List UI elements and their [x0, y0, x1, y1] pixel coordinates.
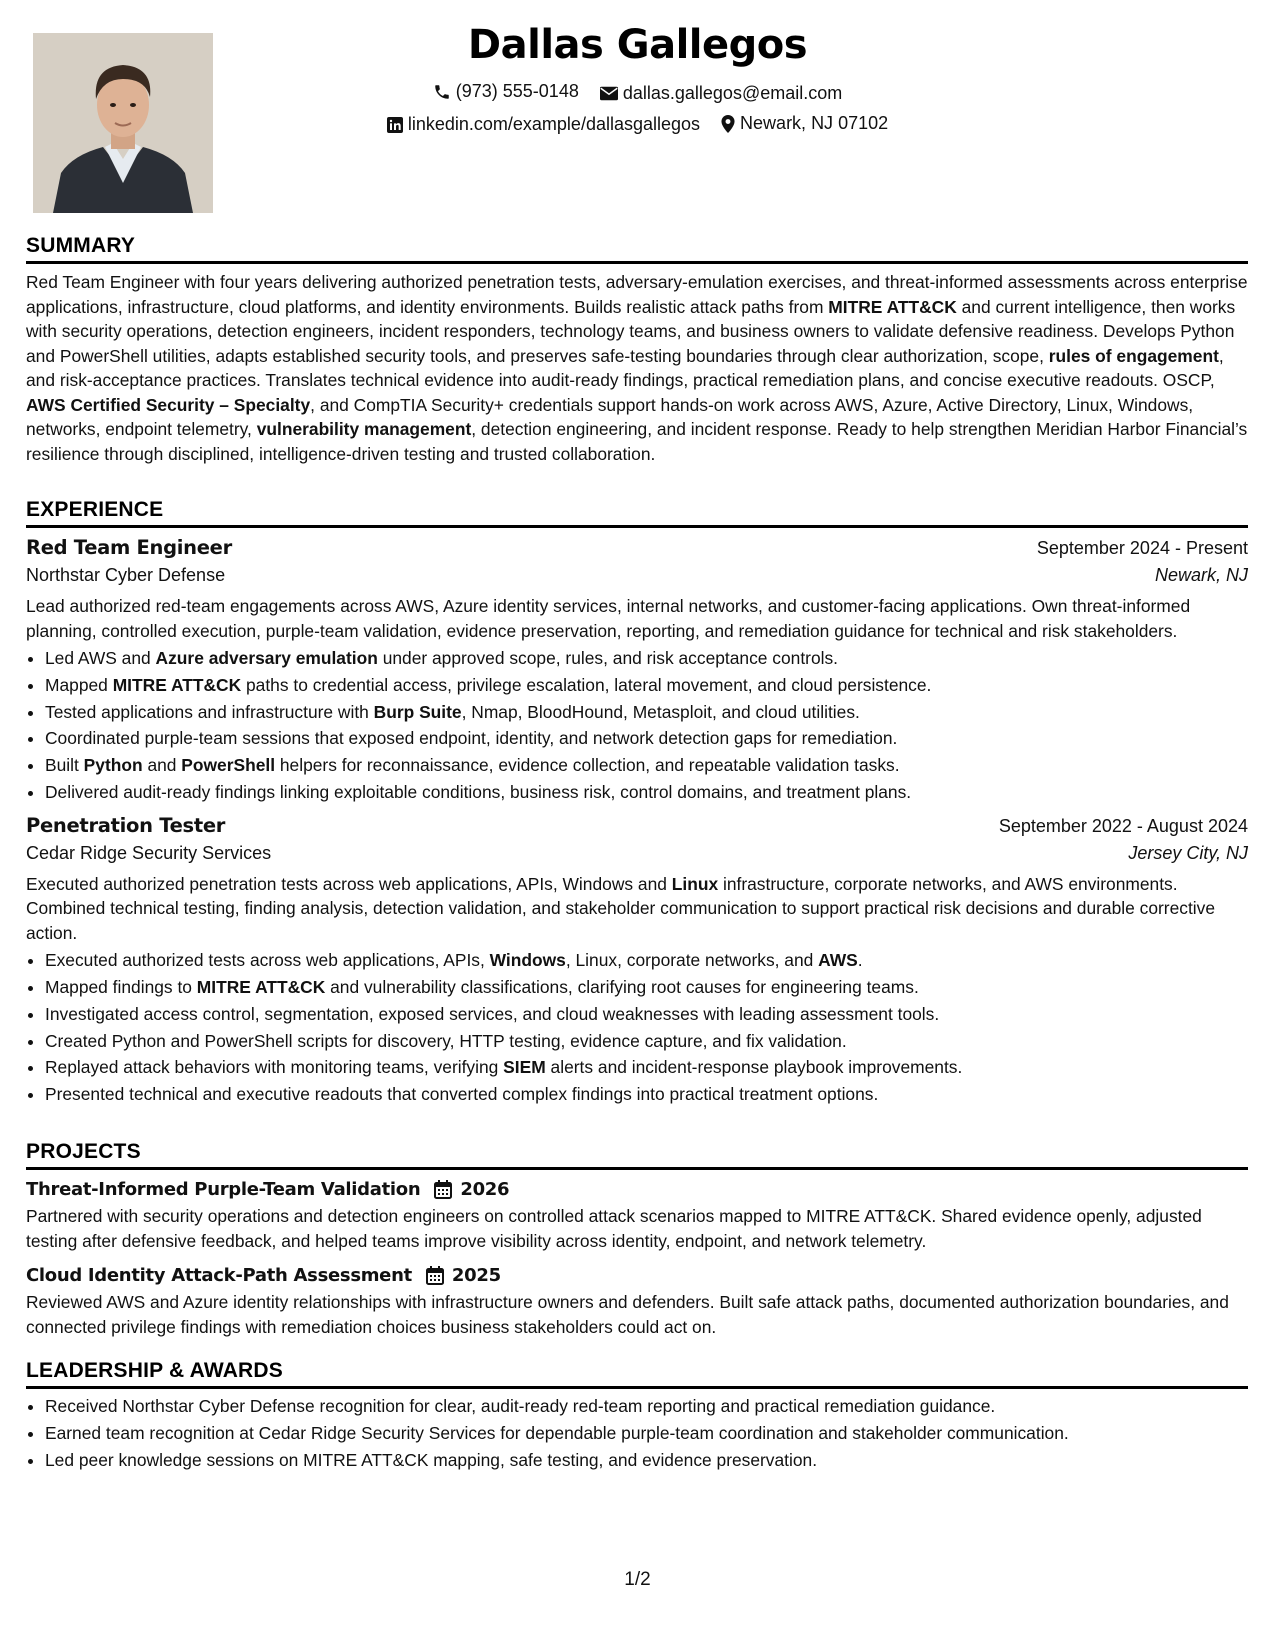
- candidate-name: Dallas Gallegos: [467, 22, 808, 68]
- location-contact: [721, 113, 888, 134]
- job-entry: [26, 536, 1248, 806]
- job-entry: [26, 814, 1248, 1108]
- map-pin-icon: [721, 115, 735, 133]
- contact-line-1: [0, 81, 1275, 106]
- projects-section: [26, 1140, 1248, 1339]
- leadership-section: [26, 1359, 1248, 1473]
- list-item: • Executed authorized tests across web applications, APIs, Windows, Linux, corporate networks, and AWS.: [45, 947, 1248, 974]
- list-item: • Mapped MITRE ATT&CK paths to credential access, privilege escalation, lateral movement, and cloud persistence.: [45, 672, 1248, 699]
- page-number: 1/2: [624, 1569, 651, 1590]
- job-company: Northstar Cyber Defense: [26, 565, 226, 585]
- calendar-icon: [426, 1266, 444, 1285]
- job-location: Jersey City, NJ: [1128, 842, 1248, 863]
- project-entry: [26, 1265, 1248, 1339]
- envelope-icon: [600, 86, 618, 101]
- linkedin-contact[interactable]: [387, 114, 700, 135]
- job-bullets: [26, 645, 1248, 806]
- email-address[interactable]: dallas.gallegos@email.com: [622, 82, 843, 103]
- project-entry: [26, 1179, 1248, 1253]
- project-year: 2026: [460, 1179, 510, 1200]
- leadership-heading: LEADERSHIP & AWARDS: [26, 1359, 1248, 1389]
- list-item: • Led peer knowledge sessions on MITRE ATT&CK mapping, safe testing, and evidence preservation.: [45, 1447, 1248, 1474]
- list-item: • Investigated access control, segmentation, exposed services, and cloud weaknesses with leading assessment tools.: [45, 1001, 1248, 1028]
- contact-line-2: [0, 113, 1275, 138]
- location-text: Newark, NJ 07102: [740, 113, 889, 133]
- project-title: Cloud Identity Attack-Path Assessment: [26, 1265, 412, 1286]
- project-year: 2025: [451, 1265, 501, 1286]
- phone-icon: [433, 83, 451, 101]
- list-item: • Tested applications and infrastructure with Burp Suite, Nmap, BloodHound, Metasploit, and cloud utilities.: [45, 699, 1248, 726]
- summary-section: [26, 234, 1248, 466]
- list-item: • Built Python and PowerShell helpers for reconnaissance, evidence collection, and repeatable validation tasks.: [45, 752, 1248, 779]
- leadership-bullets: [26, 1393, 1248, 1473]
- list-item: • Mapped findings to MITRE ATT&CK and vulnerability classifications, clarifying root causes for engineering teams.: [45, 974, 1248, 1001]
- job-company: Cedar Ridge Security Services: [26, 842, 272, 863]
- job-description: Lead authorized red-team engagements across AWS, Azure identity services, internal networks, and customer-facing applications. Own threat-informed planning, controlled execution, purple-team validation, evidence preservation, reporting, and remediation guidance for technical and risk stakeholders.: [26, 596, 1191, 641]
- summary-text: Red Team Engineer with four years delivering authorized penetration tests, adversary-emulation exercises, and threat-informed assessments across enterprise applications, infrastructure, cloud platforms, and identity environments. Builds realistic attack paths from MITRE ATT&CK and current intelligence, then works with security operations, detection engineers, incident responders, technology teams, and business owners to validate defensive readiness. Develops Python and PowerShell utilities, adapts established security tools, and preserves safe-testing boundaries through clear authorization, scope, rules of engagement, and risk-acceptance practices. Translates technical evidence into audit-ready findings, practical remediation plans, and concise executive readouts. OSCP, AWS Certified Security – Specialty, and CompTIA Security+ credentials support hands-on work across AWS, Azure, Active Directory, Linux, Windows, networks, endpoint telemetry, vulnerability management, detection engineering, and incident response. Ready to help strengthen Meridian Harbor Financial’s resilience through disciplined, intelligence-driven testing and trusted collaboration.: [26, 272, 1248, 464]
- job-location: Newark, NJ: [1154, 565, 1248, 585]
- calendar-icon: [434, 1180, 452, 1199]
- list-item: • Led AWS and Azure adversary emulation under approved scope, rules, and risk acceptance controls.: [45, 645, 1248, 672]
- list-item: • Received Northstar Cyber Defense recognition for clear, audit-ready red-team reporting and practical remediation guidance.: [45, 1393, 1248, 1420]
- phone-number: (973) 555-0148: [455, 81, 579, 101]
- list-item: • Created Python and PowerShell scripts for discovery, HTTP testing, evidence capture, and fix validation.: [45, 1028, 1248, 1055]
- experience-heading: EXPERIENCE: [26, 498, 1248, 528]
- email-contact[interactable]: [600, 83, 842, 104]
- project-title: Threat-Informed Purple-Team Validation: [26, 1179, 421, 1200]
- linkedin-url[interactable]: linkedin.com/example/dallasgallegos: [407, 114, 701, 134]
- list-item: • Delivered audit-ready findings linking exploitable conditions, business risk, control domains, and treatment plans.: [45, 779, 1248, 806]
- list-item: • Earned team recognition at Cedar Ridge Security Services for dependable purple-team coordination and stakeholder communication.: [45, 1420, 1248, 1447]
- job-dates: September 2022 - August 2024: [998, 815, 1248, 836]
- projects-heading: PROJECTS: [26, 1140, 1248, 1170]
- linkedin-icon: [387, 117, 403, 133]
- job-dates: September 2024 - Present: [1036, 538, 1248, 558]
- job-bullets: [26, 947, 1248, 1108]
- job-description: Executed authorized penetration tests across web applications, APIs, Windows and Linux infrastructure, corporate networks, and AWS environments. Combined technical testing, finding analysis, detection validation, and stakeholder communication to support practical risk decisions and durable corrective action.: [26, 873, 1216, 943]
- list-item: • Coordinated purple-team sessions that exposed endpoint, identity, and network detection gaps for remediation.: [45, 725, 1248, 752]
- experience-section: [26, 498, 1248, 1108]
- project-description: Reviewed AWS and Azure identity relationships with infrastructure owners and defenders. Built safe attack paths, documented authorization boundaries, and connected privilege findings with remediation choices business stakeholders could act on.: [26, 1292, 1229, 1337]
- job-title: Penetration Tester: [26, 813, 226, 837]
- list-item: • Replayed attack behaviors with monitoring teams, verifying SIEM alerts and incident-response playbook improvements.: [45, 1054, 1248, 1081]
- list-item: • Presented technical and executive readouts that converted complex findings into practical treatment options.: [45, 1081, 1248, 1108]
- job-title: Red Team Engineer: [26, 536, 232, 559]
- summary-heading: SUMMARY: [26, 234, 1248, 264]
- phone-contact: [433, 81, 579, 102]
- project-description: Partnered with security operations and detection engineers on controlled attack scenarios mapped to MITRE ATT&CK. Shared evidence openly, adjusted testing after defensive feedback, and helped teams improve visibility across identity, endpoint, and network telemetry.: [26, 1206, 1202, 1251]
